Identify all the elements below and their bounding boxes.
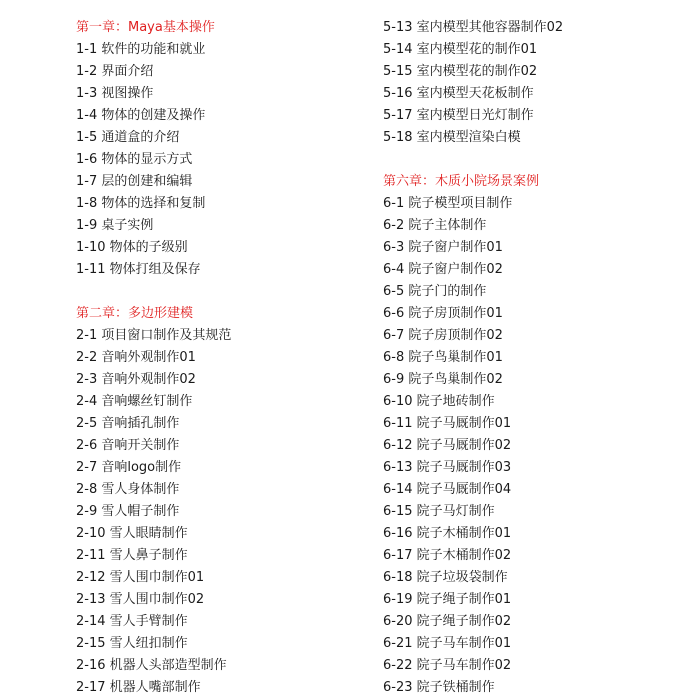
chapter-1-list (76, 39, 376, 281)
lesson-item: 2-4 音响螺丝钉制作 (76, 394, 193, 409)
lesson-item: 2-5 音响插孔制作 (76, 416, 180, 431)
lesson-item: 6-10 院子地砖制作 (383, 394, 495, 409)
lesson-item: 5-17 室内模型日光灯制作 (383, 108, 534, 123)
lesson-item: 5-14 室内模型花的制作01 (383, 42, 538, 57)
lesson-item: 2-13 雪人围巾制作02 (76, 592, 205, 607)
lesson-item: 6-15 院子马灯制作 (383, 504, 495, 519)
lesson-item: 2-12 雪人围巾制作01 (76, 570, 205, 585)
lesson-item: 1-3 视图操作 (76, 86, 154, 101)
lesson-item: 6-14 院子马厩制作04 (383, 482, 512, 497)
lesson-item: 2-3 音响外观制作02 (76, 372, 196, 387)
lesson-item: 2-6 音响开关制作 (76, 438, 180, 453)
lesson-item: 6-17 院子木桶制作02 (383, 548, 512, 563)
lesson-item: 1-5 通道盒的介绍 (76, 130, 180, 145)
lesson-item: 6-23 院子铁桶制作 (383, 680, 495, 695)
lesson-item: 2-16 机器人头部造型制作 (76, 658, 227, 673)
lesson-item: 2-14 雪人手臂制作 (76, 614, 188, 629)
lesson-item: 2-15 雪人纽扣制作 (76, 636, 188, 651)
right-column (383, 17, 683, 699)
lesson-item: 6-21 院子马车制作01 (383, 636, 512, 651)
lesson-item: 2-17 机器人嘴部制作 (76, 680, 201, 695)
lesson-item: 1-8 物体的选择和复制 (76, 196, 206, 211)
lesson-item: 1-7 层的创建和编辑 (76, 174, 193, 189)
lesson-item: 6-11 院子马厩制作01 (383, 416, 512, 431)
lesson-item: 1-11 物体打组及保存 (76, 262, 201, 277)
lesson-item: 6-3 院子窗户制作01 (383, 240, 503, 255)
chapter-6-title: 第六章：木质小院场景案例 (383, 174, 540, 189)
lesson-item: 5-18 室内模型渲染白模 (383, 130, 521, 145)
lesson-item: 2-11 雪人鼻子制作 (76, 548, 188, 563)
lesson-item: 6-5 院子门的制作 (383, 284, 487, 299)
chapter-gap (383, 149, 683, 171)
lesson-item: 6-2 院子主体制作 (383, 218, 487, 233)
lesson-item: 2-8 雪人身体制作 (76, 482, 180, 497)
lesson-item: 6-13 院子马厩制作03 (383, 460, 512, 475)
lesson-item: 6-8 院子鸟巢制作01 (383, 350, 503, 365)
lesson-item: 6-18 院子垃圾袋制作 (383, 570, 508, 585)
lesson-item: 6-1 院子模型项目制作 (383, 196, 513, 211)
lesson-item: 6-20 院子绳子制作02 (383, 614, 512, 629)
lesson-item: 6-19 院子绳子制作01 (383, 592, 512, 607)
chapter-1-title: 第一章：Maya基本操作 (76, 20, 215, 35)
lesson-item: 1-6 物体的显示方式 (76, 152, 193, 167)
chapter-2-title: 第二章：多边形建模 (76, 306, 194, 321)
lesson-item: 6-12 院子马厩制作02 (383, 438, 512, 453)
lesson-item: 1-1 软件的功能和就业 (76, 42, 206, 57)
lesson-item: 2-2 音响外观制作01 (76, 350, 196, 365)
lesson-item: 6-22 院子马车制作02 (383, 658, 512, 673)
chapter-2-list (76, 325, 376, 699)
chapter-5-tail-list (383, 17, 683, 149)
lesson-item: 5-15 室内模型花的制作02 (383, 64, 538, 79)
lesson-item: 6-7 院子房顶制作02 (383, 328, 503, 343)
chapter-gap (76, 281, 376, 303)
lesson-item: 1-10 物体的子级别 (76, 240, 188, 255)
lesson-item: 6-16 院子木桶制作01 (383, 526, 512, 541)
lesson-item: 2-10 雪人眼睛制作 (76, 526, 188, 541)
lesson-item: 1-9 桌子实例 (76, 218, 154, 233)
lesson-item: 5-16 室内模型天花板制作 (383, 86, 534, 101)
lesson-item: 2-1 项目窗口制作及其规范 (76, 328, 232, 343)
left-column (76, 17, 376, 699)
lesson-item: 6-4 院子窗户制作02 (383, 262, 503, 277)
lesson-item: 5-13 室内模型其他容器制作02 (383, 20, 564, 35)
chapter-6-list (383, 193, 683, 699)
lesson-item: 2-9 雪人帽子制作 (76, 504, 180, 519)
lesson-item: 2-7 音响logo制作 (76, 460, 182, 475)
lesson-item: 1-4 物体的创建及操作 (76, 108, 206, 123)
lesson-item: 6-6 院子房顶制作01 (383, 306, 503, 321)
lesson-item: 1-2 界面介绍 (76, 64, 154, 79)
lesson-item: 6-9 院子鸟巢制作02 (383, 372, 503, 387)
